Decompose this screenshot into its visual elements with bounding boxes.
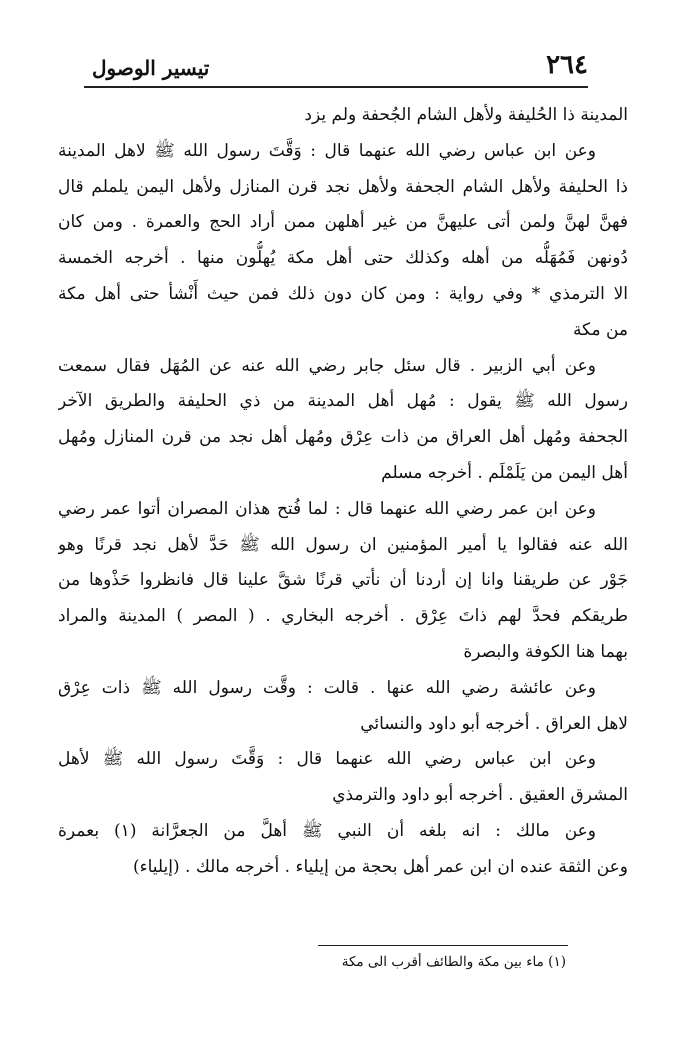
text-line: المدينة ذا الحُليفة ولأهل الشام الجُحفة ولم يزد: [304, 105, 628, 125]
text-line: دُونهن فَمُهَلُّه من أهله وكذلك حتى أهل مكة يُهلُّون منها . أخرجه الخمسة: [58, 248, 628, 269]
text-line: وعن أبي الزبير . قال سئل جابر رضي الله عنه عن المُهَل فقال سمعت: [58, 355, 596, 376]
text-line: أهل اليمن من يَلَمْلَم . أخرجه مسلم: [381, 462, 628, 483]
text-line: بهما هنا الكوفة والبصرة: [463, 641, 628, 662]
text-line: وعن ابن عباس رضي الله عنهما قال : وَقَّتَ رسول الله ﷺ لاهل المدينة: [58, 140, 596, 161]
text-line: وعن ابن عباس رضي الله عنهما قال : وَقَّتَ رسول الله ﷺ لأهل: [58, 749, 596, 770]
text-line: جَوْر عن طريقنا وانا إن أردنا أن نأتي قرنًا شقَّ علينا قال فانظروا حَذْوها من: [58, 570, 628, 591]
paragraph: [58, 492, 628, 671]
paragraph: [58, 98, 628, 134]
main-text: [58, 98, 628, 886]
paragraph: [58, 742, 628, 814]
text-line: الا الترمذي * وفي رواية : ومن كان دون ذلك فمن حيث أَنْشأ حتى أهل مكة: [58, 283, 628, 304]
text-line: وعن عائشة رضي الله عنها . قالت : وقَّت رسول الله ﷺ ذات عِرْق: [58, 677, 596, 698]
text-line: المشرق العقيق . أخرجه أبو داود والترمذي: [332, 785, 628, 806]
text-line: طريقكم فحدَّ لهم ذاتَ عِرْق . أخرجه البخاري . ( المصر ) المدينة والمراد: [58, 606, 628, 627]
footnote-rule: [318, 945, 568, 946]
text-line: وعن الثقة عنده ان ابن عمر أهل بحجة من إيلياء . أخرجه مالك . (إيلياء): [132, 856, 628, 877]
running-title: تيسير الوصول: [92, 56, 210, 80]
text-line: وعن مالك : انه بلغه أن النبي ﷺ أهلَّ من الجعرَّانة (١) بعمرة: [58, 820, 597, 841]
page-number: ٢٦٤: [546, 50, 588, 80]
text-line: الجحفة ومُهل أهل العراق من ذات عِرْق ومُهل أهل نجد من قرن المنازل ومُهل: [58, 427, 628, 448]
footnote: (١) ماء بين مكة والطائف أقرب الى مكة: [341, 954, 566, 970]
text-line: وعن ابن عمر رضي الله عنهما قال : لما فُتح هذان المصران أتوا عمر رضي: [58, 498, 596, 519]
text-line: رسول الله ﷺ يقول : مُهل أهل المدينة من ذي الحليفة والطريق الآخر: [58, 391, 628, 412]
page-header: [92, 40, 588, 80]
header-rule: [84, 86, 588, 88]
paragraph: [58, 134, 628, 349]
text-line: ذا الحليفة ولأهل الشام الجحفة ولأهل نجد قرن المنازل ولأهل اليمن يلملم قال: [58, 176, 628, 197]
paragraph: [58, 814, 628, 886]
text-line: من مكة: [572, 319, 628, 340]
text-line: فهنَّ لهنَّ ولمن أتى عليهنَّ من غير أهلهن ممن أراد الحج والعمرة . ومن كان: [58, 212, 628, 233]
paragraph: [58, 671, 628, 743]
paragraph: [58, 349, 628, 492]
text-line: الله عنه فقالوا يا أمير المؤمنين ان رسول الله ﷺ حَدَّ لأهل نجد قرنًا وهو: [58, 534, 628, 555]
text-line: لاهل العراق . أخرجه أبو داود والنسائي: [360, 713, 628, 734]
